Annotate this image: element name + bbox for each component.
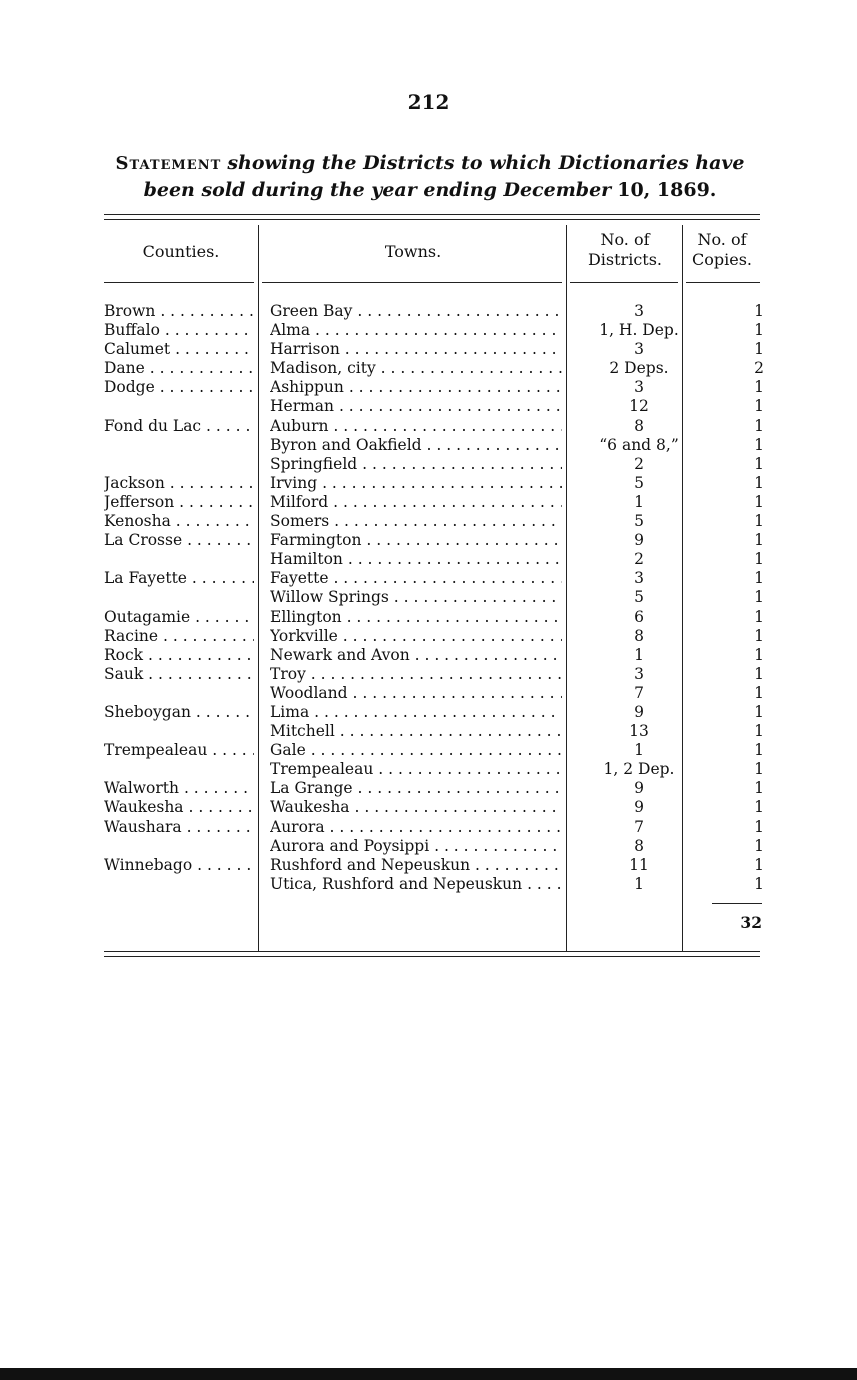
town-cell: Newark and Avon . . . xyxy=(270,646,562,665)
districts-cell: 3 xyxy=(634,664,644,683)
districts-cell: 8 xyxy=(634,416,644,435)
town-cell: Gale . . . xyxy=(270,741,562,760)
districts-cell: 8 xyxy=(634,836,644,855)
table-row xyxy=(104,436,764,455)
copies-cell: 1 xyxy=(754,473,764,492)
town-cell: Troy . . . xyxy=(270,665,562,684)
county-cell: Waukesha . . . xyxy=(104,798,254,817)
town-cell: Green Bay . . . xyxy=(270,302,562,321)
title-lead: Statement xyxy=(115,153,222,174)
districts-cell: 2 xyxy=(634,550,644,569)
table-row xyxy=(104,550,764,569)
county-cell: Sheboygan . . . xyxy=(104,703,254,722)
districts-cell: 3 xyxy=(634,340,644,359)
table-row xyxy=(104,455,764,474)
copies-cell: 1 xyxy=(754,779,764,798)
copies-cell: 1 xyxy=(754,626,764,645)
copies-cell: 1 xyxy=(754,683,764,702)
table-row xyxy=(104,378,764,397)
table-row xyxy=(104,722,764,741)
county-cell: Jackson . . . xyxy=(104,474,254,493)
copies-cell: 1 xyxy=(754,454,764,473)
header-rule-copies xyxy=(686,282,760,283)
copies-cell: 1 xyxy=(754,302,764,320)
table-row xyxy=(104,493,764,512)
table-row xyxy=(104,627,764,646)
copies-cell: 1 xyxy=(754,702,764,721)
copies-cell: 1 xyxy=(754,435,764,454)
town-cell: Milford . . . xyxy=(270,493,562,512)
county-cell: Kenosha . . . xyxy=(104,512,254,531)
header-districts-line1: No. of xyxy=(600,230,650,249)
copies-cell: 1 xyxy=(754,607,764,626)
copies-cell: 1 xyxy=(754,817,764,836)
county-cell: Outagamie . . . xyxy=(104,608,254,627)
districts-cell: 6 xyxy=(634,607,644,626)
town-cell: Yorkville . . . xyxy=(270,627,562,646)
districts-cell: 3 xyxy=(634,569,644,588)
table-row xyxy=(104,474,764,493)
county-cell: Trempealeau . . . xyxy=(104,741,254,760)
copies-cell: 1 xyxy=(754,722,764,741)
table-row xyxy=(104,588,764,607)
header-rule-towns xyxy=(262,282,562,283)
table-row xyxy=(104,302,764,321)
copies-cell: 1 xyxy=(754,416,764,435)
county-cell: Brown . . . xyxy=(104,302,254,321)
town-cell: Madison, city . . . xyxy=(270,359,562,378)
table-row xyxy=(104,569,764,588)
copies-cell: 1 xyxy=(754,492,764,511)
table-row xyxy=(104,760,764,779)
copies-cell: 1 xyxy=(754,531,764,550)
county-cell: Rock . . . xyxy=(104,646,254,665)
districts-cell: 1 xyxy=(634,492,644,511)
copies-cell: 1 xyxy=(754,397,764,416)
copies-cell: 1 xyxy=(754,588,764,607)
table-row xyxy=(104,359,764,378)
table-row xyxy=(104,512,764,531)
table-row xyxy=(104,703,764,722)
town-cell: Mitchell . . . xyxy=(270,722,562,741)
county-cell: Walworth . . . xyxy=(104,779,254,798)
table-row xyxy=(104,684,764,703)
districts-cell: 1 xyxy=(634,645,644,664)
districts-cell: “6 and 8,” xyxy=(599,435,679,454)
page-number: 212 xyxy=(407,90,450,114)
copies-cell: 1 xyxy=(754,836,764,855)
table-row xyxy=(104,340,764,359)
table-row xyxy=(104,818,764,837)
town-cell: Aurora . . . xyxy=(270,818,562,837)
table-row xyxy=(104,417,764,436)
town-cell: La Grange . . . xyxy=(270,779,562,798)
districts-cell: 5 xyxy=(634,473,644,492)
table-row xyxy=(104,608,764,627)
table-row xyxy=(104,665,764,684)
table-row xyxy=(104,397,764,416)
districts-cell: 9 xyxy=(634,702,644,721)
copies-cell: 1 xyxy=(754,645,764,664)
table-row xyxy=(104,837,764,856)
county-cell: La Crosse . . . xyxy=(104,531,254,550)
copies-cell: 1 xyxy=(754,378,764,397)
copies-cell: 1 xyxy=(754,760,764,779)
table-row xyxy=(104,646,764,665)
districts-cell: 9 xyxy=(634,779,644,798)
header-rule-districts xyxy=(570,282,678,283)
table-row xyxy=(104,531,764,550)
table-row xyxy=(104,779,764,798)
districts-cell: 13 xyxy=(629,722,649,741)
copies-cell: 1 xyxy=(754,798,764,817)
table-top-rule xyxy=(104,214,760,215)
scan-edge xyxy=(0,1368,857,1380)
districts-cell: 2 Deps. xyxy=(609,359,669,378)
county-cell: Calumet . . . xyxy=(104,340,254,359)
copies-cell: 1 xyxy=(754,855,764,874)
table-row xyxy=(104,875,764,894)
table-body xyxy=(104,302,764,894)
header-towns: Towns. xyxy=(384,242,442,261)
districts-cell: 3 xyxy=(634,378,644,397)
districts-cell: 1, 2 Dep. xyxy=(603,760,675,779)
districts-cell: 7 xyxy=(634,683,644,702)
town-cell: Byron and Oakfield . . . xyxy=(270,436,562,455)
statement-title xyxy=(100,150,760,204)
town-cell: Aurora and Poysippi . . . xyxy=(270,837,562,856)
town-cell: Waukesha . . . xyxy=(270,798,562,817)
table-row xyxy=(104,798,764,817)
copies-cell: 1 xyxy=(754,550,764,569)
county-cell: Racine . . . xyxy=(104,627,254,646)
districts-cell: 1 xyxy=(634,874,644,893)
districts-cell: 8 xyxy=(634,626,644,645)
districts-cell: 12 xyxy=(629,397,649,416)
districts-cell: 2 xyxy=(634,454,644,473)
table-bottom-rule-inner xyxy=(104,956,760,957)
town-cell: Rushford and Nepeuskun . . . xyxy=(270,856,562,875)
town-cell: Alma . . . xyxy=(270,321,562,340)
header-rule-counties xyxy=(104,282,254,283)
total-copies: 32 xyxy=(740,913,762,932)
town-cell: Lima . . . xyxy=(270,703,562,722)
table-top-rule-inner xyxy=(104,219,760,220)
table-row xyxy=(104,321,764,340)
town-cell: Harrison . . . xyxy=(270,340,562,359)
copies-cell: 1 xyxy=(754,340,764,359)
county-cell: Jefferson . . . xyxy=(104,493,254,512)
title-date: 10, 1869. xyxy=(617,179,717,201)
header-copies-line1: No. of xyxy=(697,230,747,249)
town-cell: Ellington . . . xyxy=(270,608,562,627)
table-row xyxy=(104,856,764,875)
town-cell: Willow Springs . . . xyxy=(270,588,562,607)
town-cell: Herman . . . xyxy=(270,397,562,416)
town-cell: Fayette . . . xyxy=(270,569,562,588)
town-cell: Ashippun . . . xyxy=(270,378,562,397)
copies-cell: 2 xyxy=(754,359,764,378)
header-copies-line2: Copies. xyxy=(692,250,752,269)
districts-cell: 3 xyxy=(634,302,644,320)
districts-cell: 9 xyxy=(634,531,644,550)
districts-cell: 7 xyxy=(634,817,644,836)
districts-cell: 5 xyxy=(634,512,644,531)
town-cell: Woodland . . . xyxy=(270,684,562,703)
county-cell: Dodge . . . xyxy=(104,378,254,397)
town-cell: Somers . . . xyxy=(270,512,562,531)
copies-cell: 1 xyxy=(754,512,764,531)
header-counties: Counties. xyxy=(142,242,220,261)
county-cell: La Fayette . . . xyxy=(104,569,254,588)
copies-cell: 1 xyxy=(754,321,764,340)
county-cell: Winnebago . . . xyxy=(104,856,254,875)
districts-cell: 9 xyxy=(634,798,644,817)
county-cell: Fond du Lac . . . xyxy=(104,417,254,436)
county-cell: Sauk . . . xyxy=(104,665,254,684)
copies-cell: 1 xyxy=(754,664,764,683)
districts-cell: 11 xyxy=(629,855,649,874)
districts-cell: 1, H. Dep. xyxy=(599,321,679,340)
county-cell: Buffalo . . . xyxy=(104,321,254,340)
title-italic: showing the Districts to which Dictionaries have been sold during the year ending December xyxy=(143,152,745,201)
copies-cell: 1 xyxy=(754,741,764,760)
copies-cell: 1 xyxy=(754,569,764,588)
copies-cell: 1 xyxy=(754,874,764,893)
header-copies xyxy=(684,230,760,270)
districts-cell: 5 xyxy=(634,588,644,607)
town-cell: Farmington . . . xyxy=(270,531,562,550)
town-cell: Utica, Rushford and Nepeuskun . . . xyxy=(270,875,562,894)
town-cell: Irving . . . xyxy=(270,474,562,493)
town-cell: Trempealeau . . . xyxy=(270,760,562,779)
town-cell: Hamilton . . . xyxy=(270,550,562,569)
table-row xyxy=(104,741,764,760)
town-cell: Springfield . . . xyxy=(270,455,562,474)
table-bottom-rule xyxy=(104,951,760,952)
header-districts xyxy=(568,230,682,270)
header-districts-line2: Districts. xyxy=(587,250,663,269)
county-cell: Dane . . . xyxy=(104,359,254,378)
county-cell: Waushara . . . xyxy=(104,818,254,837)
districts-cell: 1 xyxy=(634,741,644,760)
total-rule xyxy=(712,903,762,904)
town-cell: Auburn . . . xyxy=(270,417,562,436)
